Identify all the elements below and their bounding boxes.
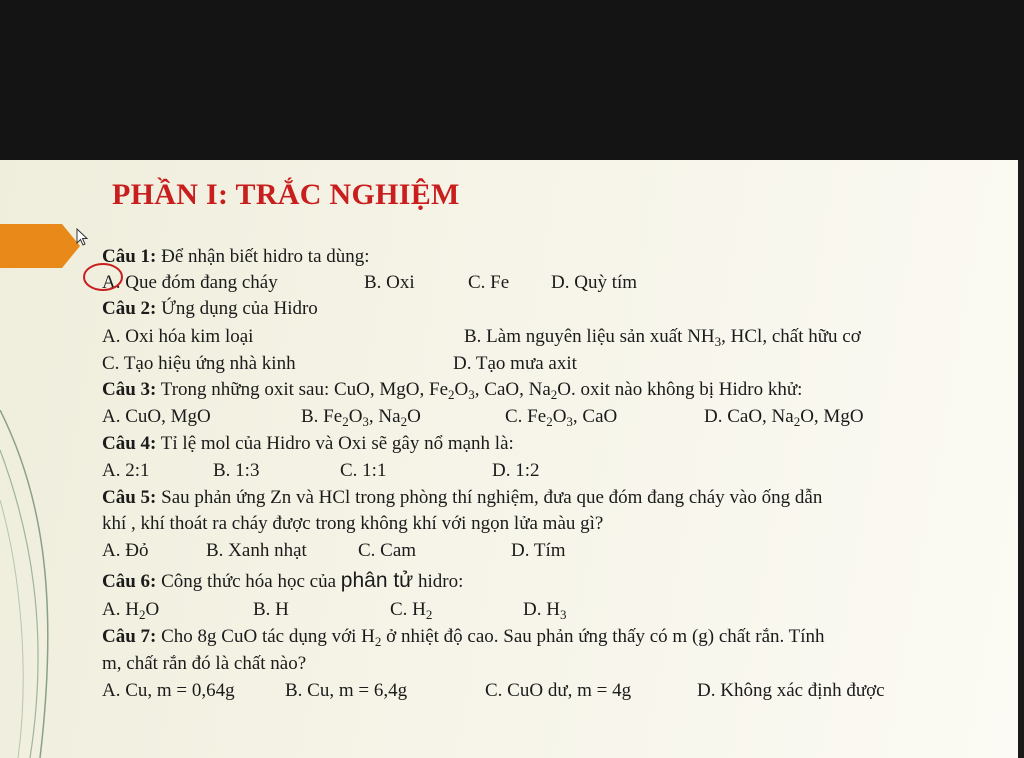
option-d: D. Tím [511,540,566,561]
question-label: Câu 3: [102,379,157,400]
question-5-options [102,540,1002,562]
question-label: Câu 2: [102,298,157,319]
question-text: Ứng dụng của Hidro [156,298,318,319]
question-text: Trong những oxit sau: CuO, MgO, $Fe_2O_3$, CaO, $Na_2O$. oxit nào không bị Hidro khử: [156,379,803,402]
question-2 [102,298,318,320]
question-text-emphasis: phân tử [340,569,414,592]
slide [0,160,1024,758]
answer-circle-mark [82,262,124,292]
option-a: A. Đỏ [102,540,149,561]
option-d: D. Không xác định được [697,680,885,701]
question-5-text-cont: khí , khí thoát ra cháy được trong không khí với ngọn lửa màu gì? [102,513,604,534]
question-label: Câu 6: [102,571,157,592]
question-text: Cho 8g CuO tác dụng với $H_2$ ở nhiệt độ cao. Sau phản ứng thấy có m (g) chất rắn. Tính [156,626,825,649]
question-4-options [102,460,1002,482]
question-text: Công thức hóa học của [156,571,341,592]
mouse-cursor-icon [76,228,90,246]
question-5 [102,487,822,509]
question-1-options [102,272,1002,294]
option-d: D. Quỳ tím [551,272,638,293]
option-b: B. H [253,599,289,620]
question-3 [102,379,802,401]
option-c: C. CuO dư, m = 4g [485,680,632,701]
question-label: Câu 1: [102,246,157,267]
question-7-text-cont: m, chất rắn đó là chất nào? [102,653,307,674]
question-label: Câu 5: [102,487,157,508]
page-title: PHẦN I: TRẮC NGHIỆM [112,178,460,211]
option-c: C. Cam [358,540,417,561]
question-text: Để nhận biết hidro ta dùng: [156,246,370,267]
option-b: B. 1:3 [213,460,260,481]
option-b: B. Oxi [364,272,415,293]
orange-arrow-shape [0,224,80,268]
option-c: C. $H_2$ [390,599,433,622]
option-c: C. $Fe_2O_3$, CaO [505,406,618,429]
question-6: Câu 6: Công thức hóa học của phân tử hidro: [102,569,464,592]
option-b: B. Làm nguyên liệu sản xuất $NH_3$, HCl, chất hữu cơ [464,326,861,349]
question-2-options-row1 [102,326,1002,348]
question-4 [102,433,514,455]
option-b: B. Xanh nhạt [206,540,307,561]
option-d: D. Tạo mưa axit [453,353,577,374]
question-text: Tỉ lệ mol của Hidro và Oxi sẽ gây nổ mạnh là: [156,433,514,454]
question-7-options [102,680,1002,702]
option-b: B. $Fe_2O_3$, $Na_2O$ [301,406,421,429]
option-a: A. $H_2O$ [102,599,160,622]
question-7 [102,626,825,648]
question-text: Sau phản ứng Zn và HCl trong phòng thí nghiệm, đưa que đóm đang cháy vào ống dẫn [156,487,823,508]
option-c: C. 1:1 [340,460,387,481]
question-2-options-row2 [102,353,1002,375]
option-d: D. 1:2 [492,460,540,481]
option-c: C. Tạo hiệu ứng nhà kinh [102,353,296,374]
option-a: A. Que đóm đang cháy [102,272,278,293]
option-a: A. Oxi hóa kim loại [102,326,254,347]
question-3-options [102,406,1002,428]
question-6-options [102,599,1002,621]
option-b: B. Cu, m = 6,4g [285,680,408,701]
option-d: D. $H_3$ [523,599,567,622]
question-1 [102,246,370,268]
option-d: D. CaO, $Na_2O$, MgO [704,406,864,429]
option-c: C. Fe [468,272,510,293]
question-label: Câu 4: [102,433,157,454]
option-a: A. CuO, MgO [102,406,211,427]
slide-edge [1018,160,1024,758]
option-a: A. 2:1 [102,460,150,481]
option-a: A. Cu, m = 0,64g [102,680,235,701]
question-label: Câu 7: [102,626,157,647]
